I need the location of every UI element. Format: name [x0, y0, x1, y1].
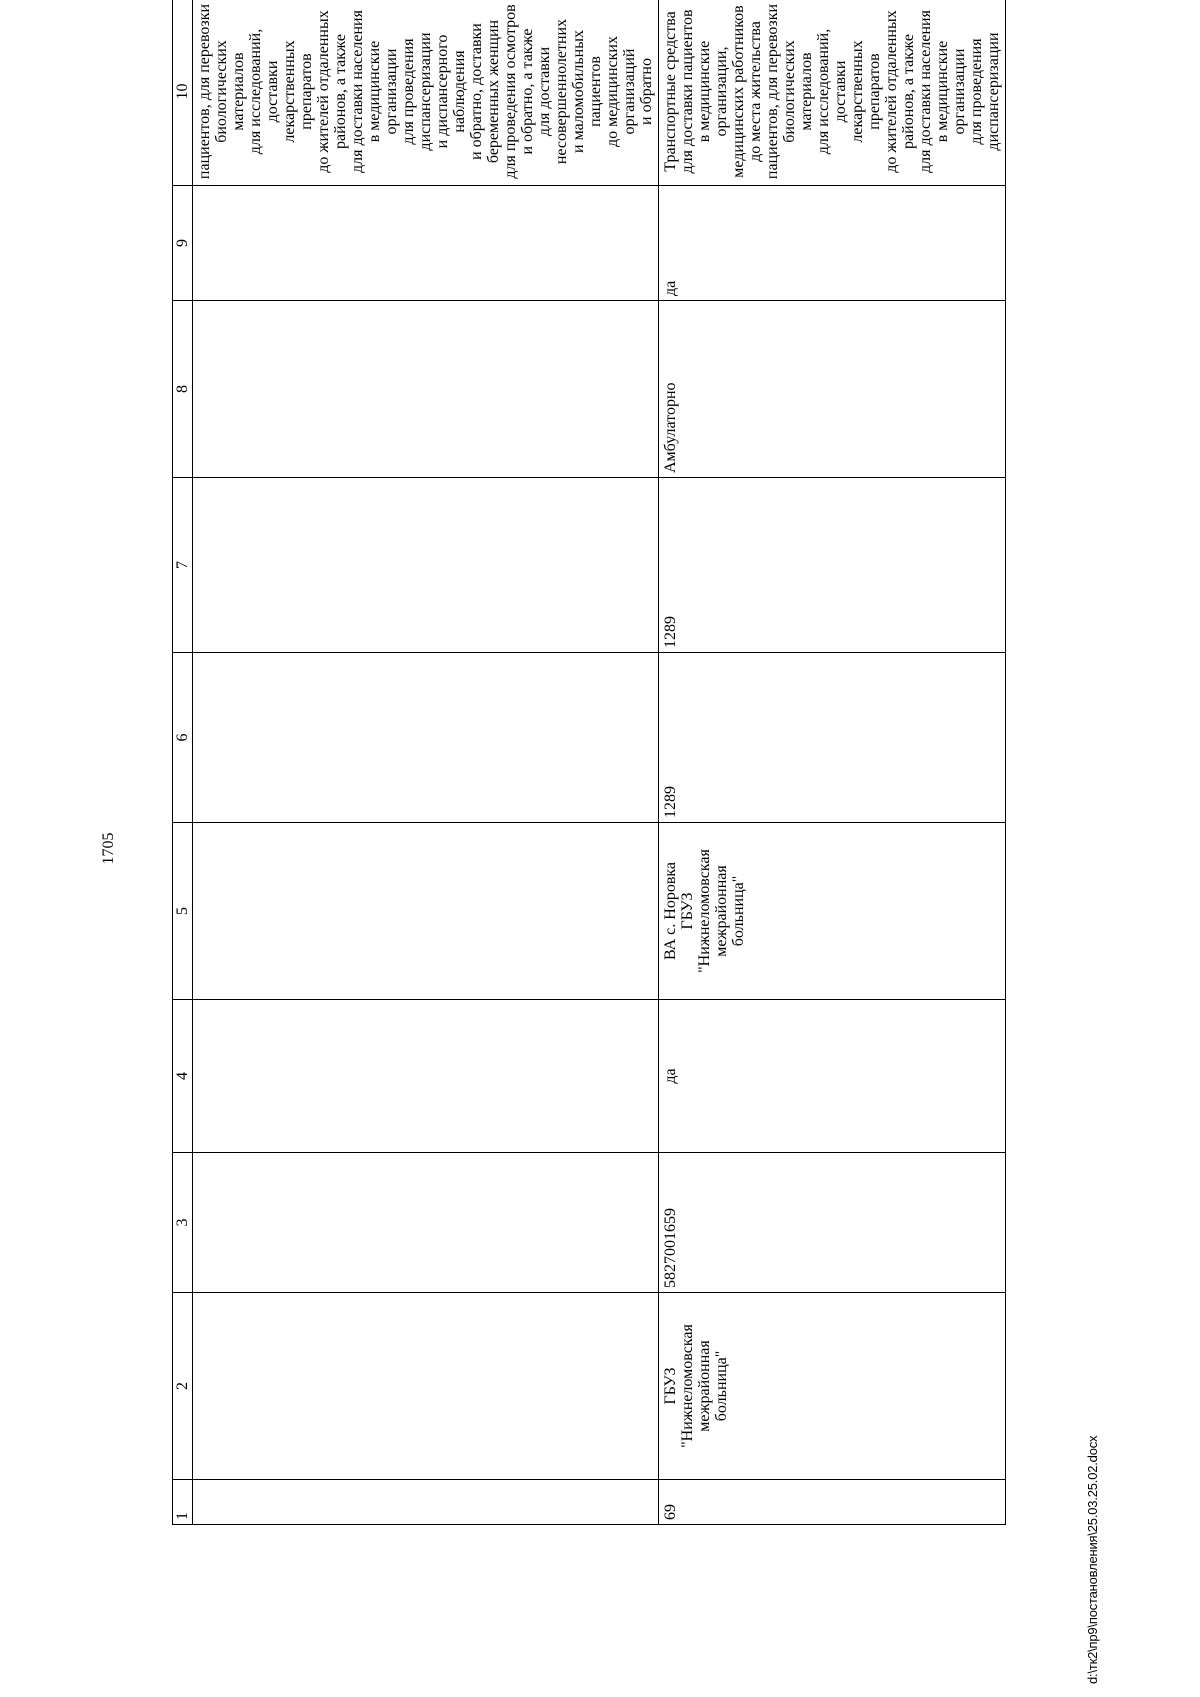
header-cell-7: 7	[173, 478, 193, 653]
table-row	[659, 0, 1006, 1525]
header-cell-6: 6	[173, 653, 193, 823]
data-table	[172, 0, 1006, 1525]
cell-flag-9: да	[659, 186, 1006, 301]
header-cell-1: 1	[173, 1480, 193, 1525]
header-cell-5: 5	[173, 823, 193, 1000]
cell-value-6	[193, 653, 659, 823]
cell-organization: ГБУЗ "Нижнеломовская межрайонная больница"	[659, 1293, 1006, 1480]
footer-file-path: d:\тк2\пр9\постановления\25.03.25.02.docx	[1085, 1435, 1100, 1684]
header-cell-3: 3	[173, 1153, 193, 1293]
cell-flag	[193, 1000, 659, 1153]
cell-inn: 5827001659	[659, 1153, 1006, 1293]
cell-organization	[193, 1293, 659, 1480]
table-row	[193, 0, 659, 1525]
cell-description: Транспортные средства для доставки пациентов в медицинские организации, медицинских работников до места жительства пациентов, для перевозки биологических материалов для исследований, доставки лекарственных препаратов до жителей отдаленных районов, а также для доставки населения в медицинские организации для проведения диспансеризации	[659, 0, 1006, 186]
cell-inn	[193, 1153, 659, 1293]
cell-care-type: Амбулаторно	[659, 301, 1006, 478]
header-cell-8: 8	[173, 301, 193, 478]
header-cell-2: 2	[173, 1293, 193, 1480]
cell-care-type	[193, 301, 659, 478]
cell-row-number	[193, 1480, 659, 1525]
cell-row-number: 69	[659, 1480, 1006, 1525]
cell-unit: ВА с. Норовка ГБУЗ "Нижнеломовская межрайонная больница"	[659, 823, 1006, 1000]
cell-description: пациентов, для перевозки биологических материалов для исследований, доставки лекарственных препаратов до жителей отдаленных районов, а также для доставки населения в медицинские организации для проведения диспансеризации и диспансерного наблюдения и обратно, доставки беременных женщин для проведения осмотров и обратно, а также для доставки несовершеннолетних и маломобильных пациентов до медицинских организаций и обратно	[193, 0, 659, 186]
header-cell-9: 9	[173, 186, 193, 301]
page-number: 1705	[100, 832, 117, 865]
cell-value-6: 1289	[659, 653, 1006, 823]
cell-value-7: 1289	[659, 478, 1006, 653]
cell-flag-9	[193, 186, 659, 301]
header-cell-4: 4	[173, 1000, 193, 1153]
cell-unit	[193, 823, 659, 1000]
cell-flag: да	[659, 1000, 1006, 1153]
header-cell-10: 10	[173, 0, 193, 186]
table-header-row	[173, 0, 193, 1525]
cell-value-7	[193, 478, 659, 653]
